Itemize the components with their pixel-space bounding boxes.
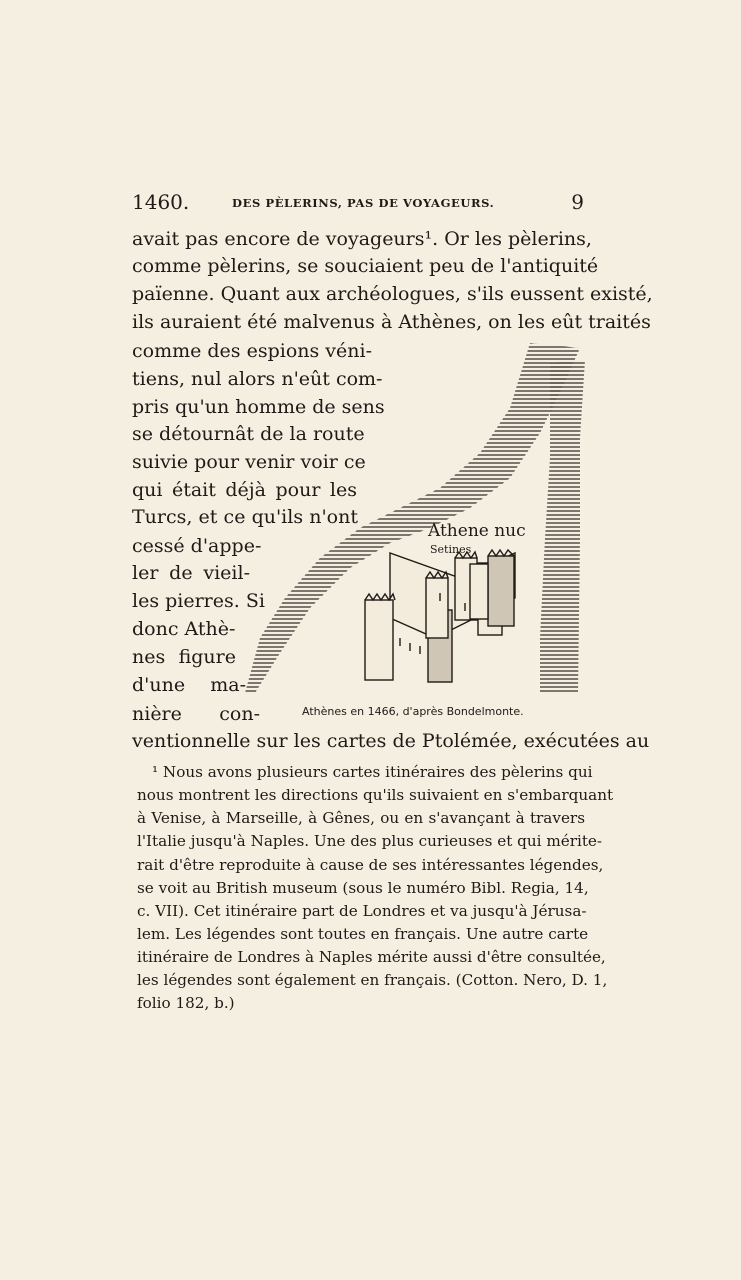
footnote-line: nous montrent les directions qu'ils suivaient en s'embarquant xyxy=(137,786,614,804)
figure-label-setines: Setines xyxy=(430,543,472,556)
text-line: Turcs, et ce qu'ils n'ont xyxy=(132,506,358,528)
footnote-line: rait d'être reproduite à cause de ses intéressantes légendes, xyxy=(137,856,604,874)
text-line: avait pas encore de voyageurs¹. Or les pèlerins, xyxy=(132,228,592,250)
text-line: cessé d'appe- xyxy=(132,535,262,557)
text-line: nière con- xyxy=(132,703,260,725)
text-line: ler de vieil- xyxy=(132,562,250,584)
footnote-line: c. VII). Cet itinéraire part de Londres et va jusqu'à Jérusa- xyxy=(137,902,587,920)
text-line: ils auraient été malvenus à Athènes, on les eût traités xyxy=(132,311,651,333)
text-line: donc Athè- xyxy=(132,618,236,640)
text-line: païenne. Quant aux archéologues, s'ils eussent existé, xyxy=(132,283,653,305)
text-line: les pierres. Si xyxy=(132,590,265,612)
footnote-line: lem. Les légendes sont toutes en français. Une autre carte xyxy=(137,925,589,943)
footnote-line: folio 182, b.) xyxy=(137,994,235,1012)
text-line: d'une ma- xyxy=(132,674,246,696)
footnote-line: se voit au British museum (sous le numéro Bibl. Regia, 14, xyxy=(137,879,589,897)
footnote-line: à Venise, à Marseille, à Gênes, ou en s'avançant à travers xyxy=(137,809,585,827)
footnote-line: l'Italie jusqu'à Naples. Une des plus curieuses et qui mérite- xyxy=(137,832,603,850)
athens-map-illustration xyxy=(240,338,590,698)
castle-drawing xyxy=(365,550,515,682)
running-header xyxy=(132,190,584,220)
text-line: qui était déjà pour les xyxy=(132,479,357,501)
page-number: 9 xyxy=(571,190,584,214)
header-title: DES PÈLERINS, PAS DE VOYAGEURS. xyxy=(232,196,495,210)
coastline-band xyxy=(245,343,580,693)
text-line: tiens, nul alors n'eût com- xyxy=(132,368,383,390)
text-line: comme des espions véni- xyxy=(132,340,373,362)
figure-label-athene: Athene nuc xyxy=(428,521,526,541)
text-line: se détournât de la route xyxy=(132,423,365,445)
header-year: 1460. xyxy=(132,190,190,214)
figure-caption: Athènes en 1466, d'après Bondelmonte. xyxy=(302,705,524,718)
footnote-line: les légendes sont également en français. (Cotton. Nero, D. 1, xyxy=(137,971,608,989)
text-line: nes figure xyxy=(132,646,236,668)
text-line: ventionnelle sur les cartes de Ptolémée, exécutées au xyxy=(132,730,650,752)
footnote-line: ¹ Nous avons plusieurs cartes itinéraires des pèlerins qui xyxy=(152,763,593,781)
text-line: suivie pour venir voir ce xyxy=(132,451,366,473)
footnote-line: itinéraire de Londres à Naples mérite aussi d'être consultée, xyxy=(137,948,606,966)
text-line: comme pèlerins, se souciaient peu de l'antiquité xyxy=(132,255,599,277)
text-line: pris qu'un homme de sens xyxy=(132,396,385,418)
